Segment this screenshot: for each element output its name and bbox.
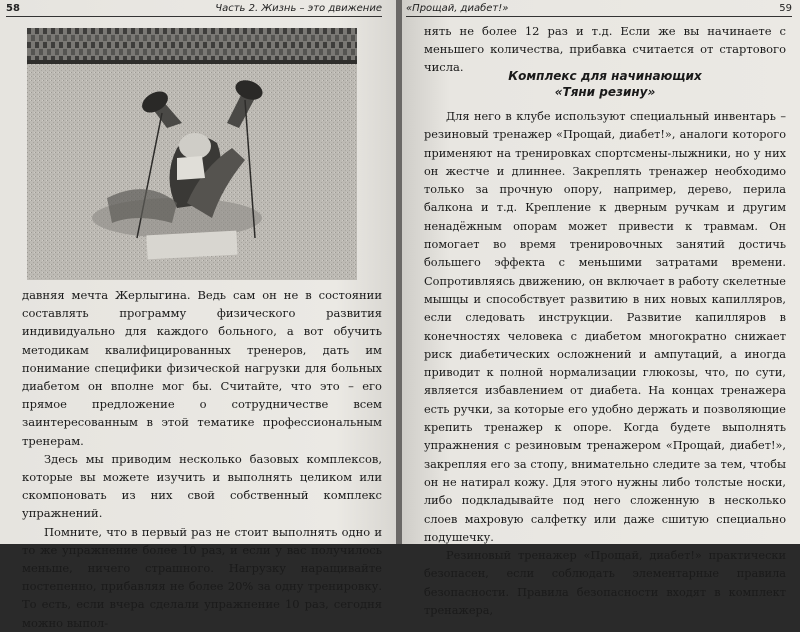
section-heading-line-2: «Тяни резину» — [554, 85, 656, 99]
left-running-title: Часть 2. Жизнь – это движение — [215, 3, 382, 14]
right-page-number: 59 — [779, 3, 792, 14]
left-page — [0, 0, 396, 630]
left-page-number: 58 — [6, 3, 20, 14]
exercise-photo — [27, 28, 357, 280]
right-paragraph-1: Для него в клубе используют специальный инвентарь – резиновый тренажер «Прощай, диабет!», аналоги которого применяют на тренировках спортсмены-лыжники, но у них он жестче и длиннее. Закреплять тренажер необходимо только за прочную опору, например, дерево, перила балкона и т.д. Крепление к дверным ручкам и другим ненадёжным опорам может привести к травмам. Он помогает во время тренировочных занятий достичь большего эффекта с меньшими затратами времени. Сопротивляясь движению, он включает в работу скелетные мышцы и способствует развитию в них новых капилляров, если следовать инструкции. Развитие капилляров в конечностях человека с диабетом многократно снижает риск диабетических осложнений и ампутаций, а иногда приводит к полной нормализации глюкозы, что, по сути, является избавлением от диабета. На концах тренажера есть ручки, за которые его удобно держать и позволяющие крепить тренажер к опоре. Когда будете выполнять упражнения с резиновым тренажером «Прощай, диабет!», закрепляя его за стопу, внимательно следите за тем, чтобы он не натирал кожу. Для этого нужны либо толстые носки, либо подкладывайте под него сложенную в несколько слоев махровую салфетку или даже сшитую специально подушечку. — [424, 110, 786, 544]
left-page-header — [6, 2, 382, 17]
right-running-title: «Прощай, диабет!» — [406, 3, 509, 14]
right-page — [402, 0, 800, 618]
section-heading — [424, 68, 786, 100]
left-paragraph-3: Помните, что в первый раз не стоит выполнять одно и то же упражнение более 10 раз, и если у вас получилось меньше, ничего страшного. Нагрузку наращивайте постепенно, прибавляя не более 20% за одну тренировку. То есть, если вчера сделали упражнение 10 раз, сегодня можно выпол- — [22, 524, 382, 630]
exercise-photo-illustration — [27, 28, 357, 280]
right-top-paragraph: нять не более 12 раз и т.д. Если же вы начинаете с меньшего количества, прибавка считается от стартового числа. — [424, 24, 786, 75]
left-paragraph-2: Здесь мы приводим несколько базовых комплексов, которые вы можете изучить и выполнять целиком или скомпоновать из них свой собственный комплекс упражнений. — [22, 451, 382, 521]
right-page-text — [424, 108, 786, 620]
section-heading-line-1: Комплекс для начинающих — [508, 69, 702, 83]
left-page-text — [22, 286, 382, 632]
right-paragraph-2: Резиновый тренажер «Прощай, диабет!» практически безопасен, если соблюдать элементарные правила безопасности. Правила безопасности входят в комплект тренажера, — [424, 549, 786, 618]
left-paragraph-1: давняя мечта Жерлыгина. Ведь сам он не в состоянии составлять программу физического развития индивидуально для каждого больного, а вот обучить методикам квалифицированных тренеров, дать им понимание специфики физической нагрузки для больных диабетом он вполне мог бы. Считайте, что это – его прямое предложение о сотрудничестве всем заинтересованным в этой тематике профессиональным тренерам. — [22, 288, 382, 448]
right-page-header — [406, 2, 792, 17]
